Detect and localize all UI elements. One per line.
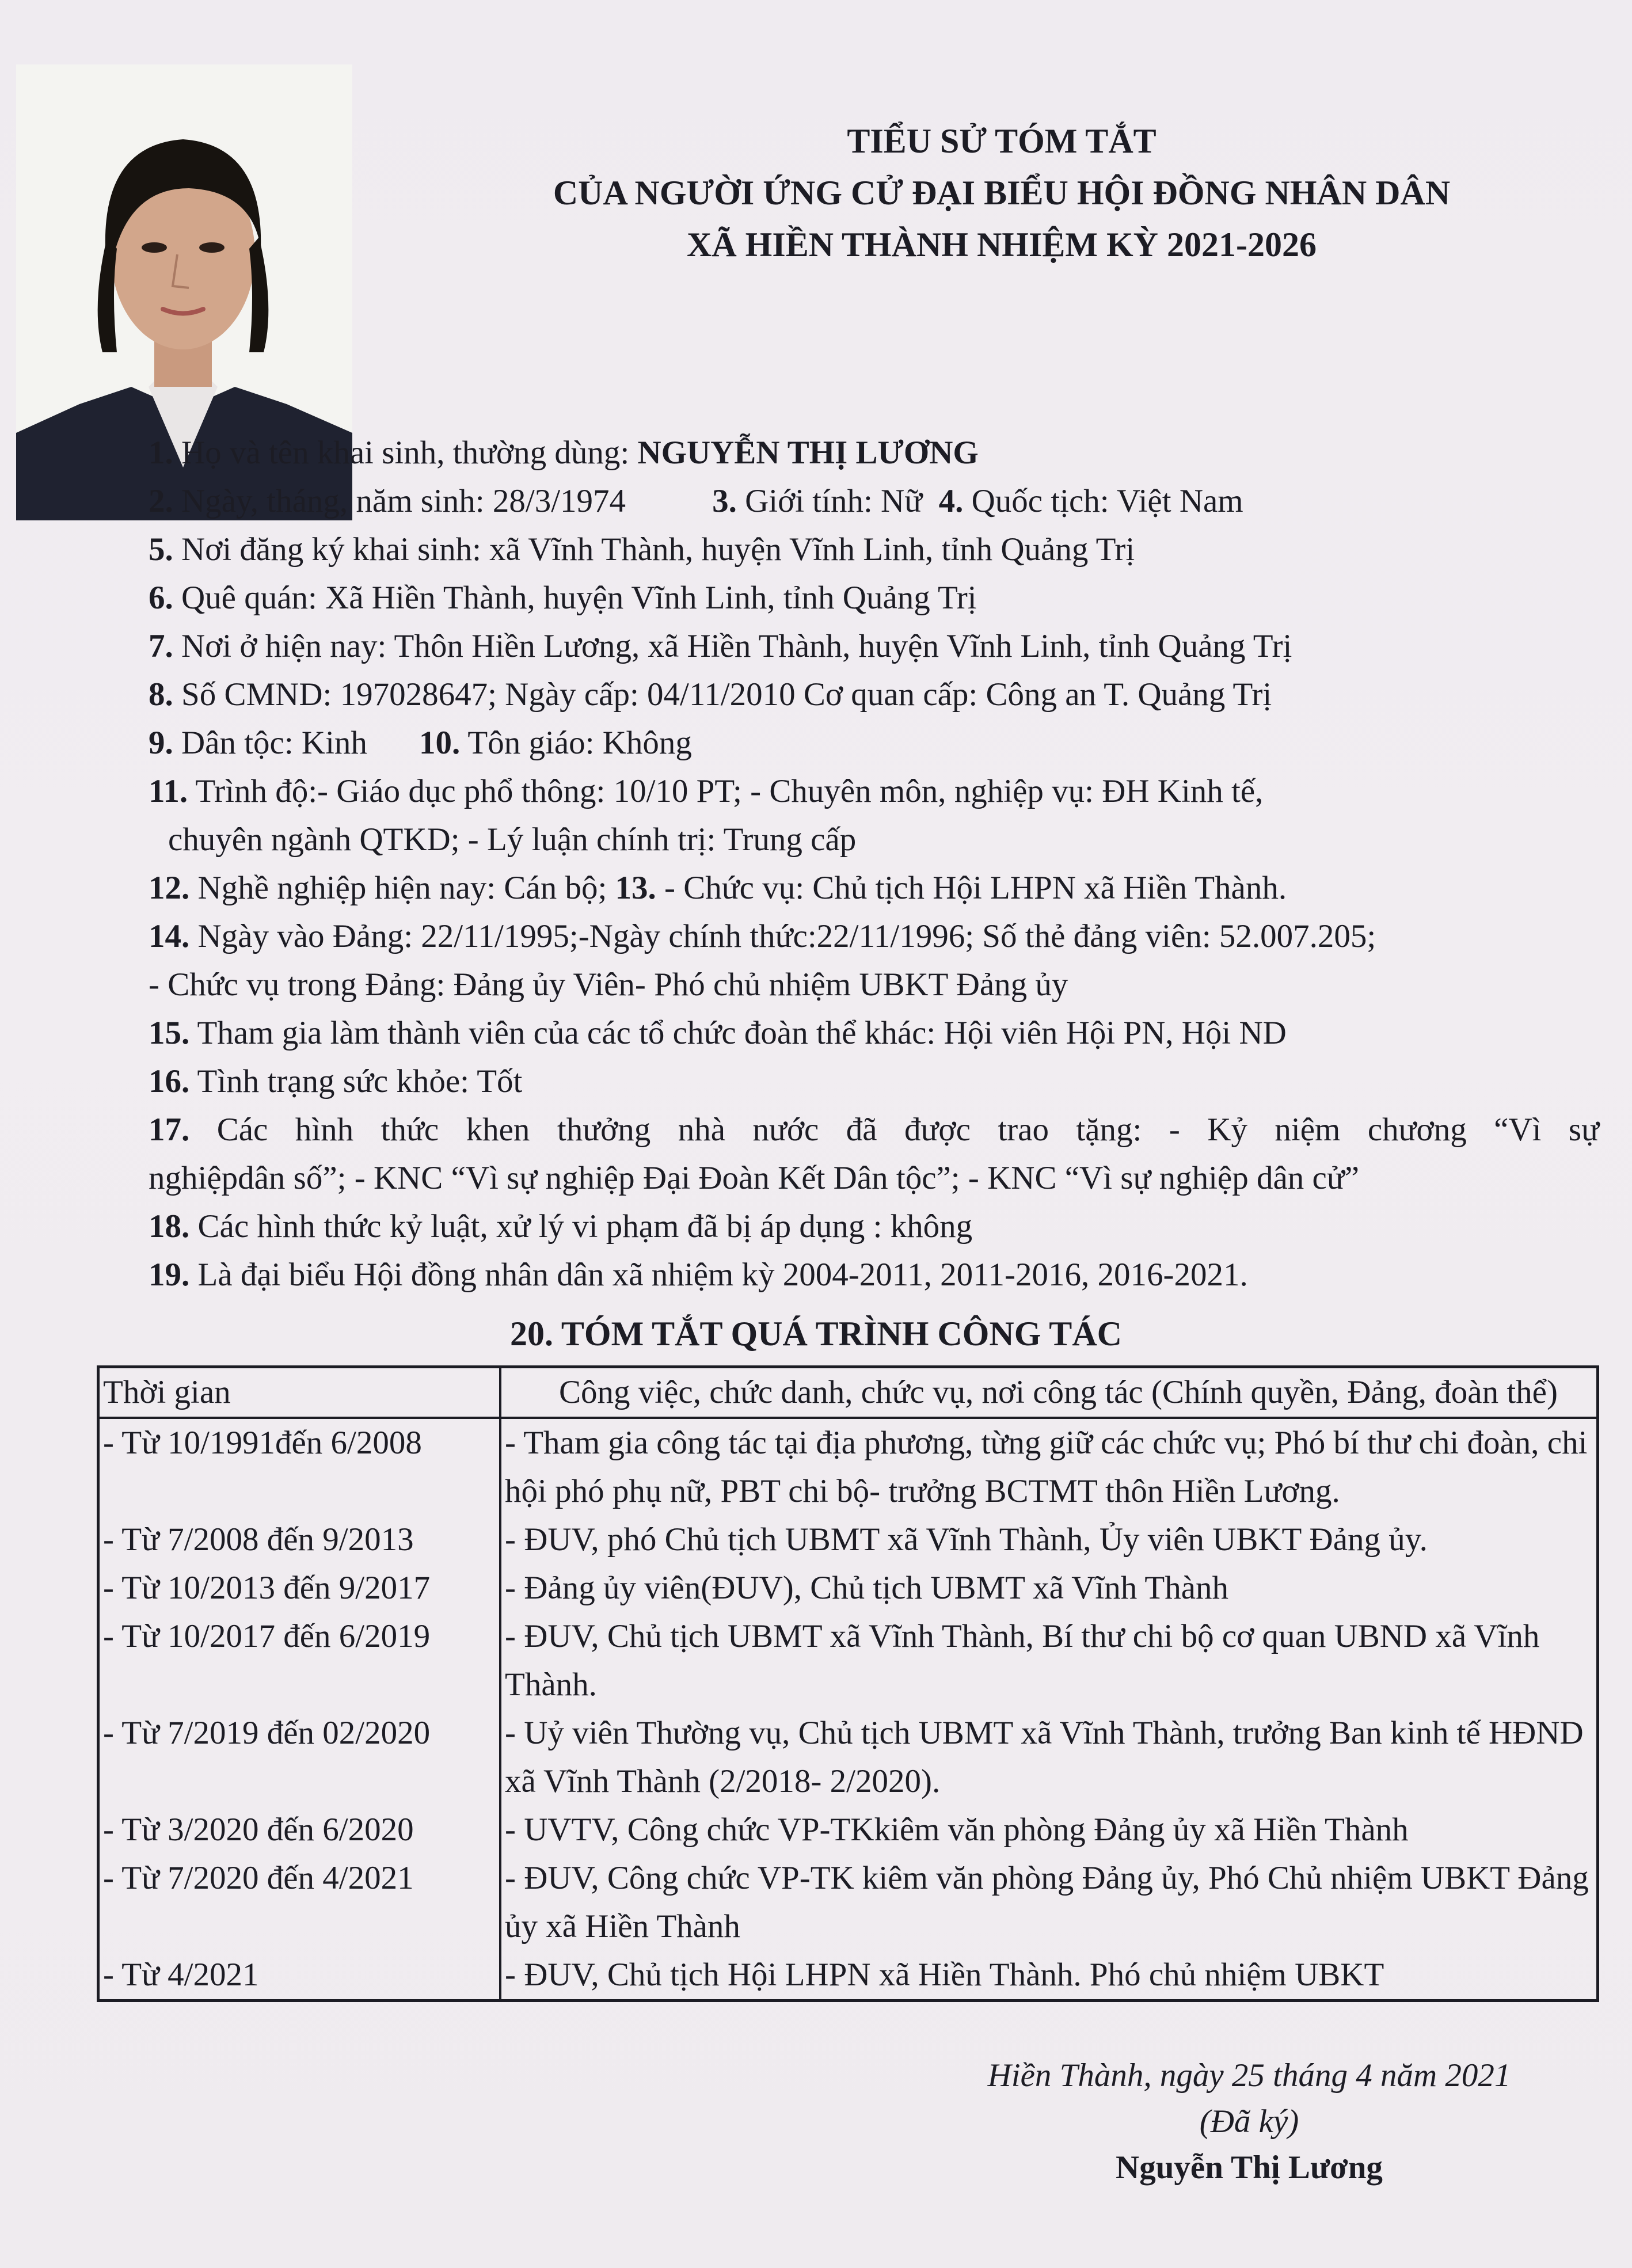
item-14 — [149, 912, 1599, 961]
table-row — [98, 1516, 1598, 1564]
item-11 — [149, 767, 1599, 816]
occupation: Nghề nghiệp hiện nay: Cán bộ; — [197, 870, 607, 906]
item-8 — [149, 671, 1599, 719]
position: - Chức vụ: Chủ tịch Hội LHPN xã Hiền Thành. — [664, 870, 1287, 906]
item-11-continued: chuyên ngành QTKD; - Lý luận chính trị: Trung cấp — [168, 821, 857, 858]
health-status: Tình trạng sức khỏe: Tốt — [197, 1063, 523, 1099]
row-time: - Từ 7/2020 đến 4/2021 — [98, 1854, 501, 1951]
party-admission: Ngày vào Đảng: 22/11/1995;-Ngày chính thức:22/11/1996; Số thẻ đảng viên: 52.007.205; — [197, 918, 1376, 954]
item-number: 14. — [149, 918, 190, 954]
item-17 — [149, 1106, 1599, 1154]
item-label: Họ và tên khai sinh, thường dùng: — [181, 435, 638, 471]
disciplinary-actions: Các hình thức kỷ luật, xử lý vi phạm đã bị áp dụng : không — [197, 1208, 973, 1245]
birth-registration: Nơi đăng ký khai sinh: xã Vĩnh Thành, huyện Vĩnh Linh, tỉnh Quảng Trị — [181, 531, 1135, 568]
awards: Các hình thức khen thưởng nhà nước đã được trao tặng: - Kỷ niệm chương “Vì sự — [216, 1112, 1599, 1148]
row-job: - ĐUV, phó Chủ tịch UBMT xã Vĩnh Thành, Ủy viên UBKT Đảng ủy. — [505, 1521, 1428, 1558]
signature-name: Nguyễn Thị Lương — [1116, 2149, 1383, 2186]
item-5 — [149, 526, 1599, 574]
item-19 — [149, 1251, 1599, 1299]
item-17-continued: nghiệpdân số”; - KNC “Vì sự nghiệp Đại Đoàn Kết Dân tộc”; - KNC “Vì sự nghiệp dân cử” — [149, 1160, 1360, 1196]
item-number: 8. — [149, 676, 173, 713]
item-number: 6. — [149, 580, 173, 616]
item-number: 4. — [938, 483, 964, 519]
table-header-row — [98, 1367, 1598, 1418]
table-row — [98, 1612, 1598, 1709]
council-terms: Là đại biểu Hội đồng nhân dân xã nhiệm kỳ 2004-2011, 2011-2016, 2016-2021. — [197, 1257, 1248, 1293]
table-row — [98, 1854, 1598, 1951]
item-9-10 — [149, 719, 1599, 767]
item-number: 13. — [615, 870, 656, 906]
item-number: 1. — [149, 435, 173, 471]
item-2-3-4 — [149, 477, 1599, 526]
row-job: - Tham gia công tác tại địa phương, từng giữ các chức vụ; Phó bí thư chi đoàn, chi hội phó phụ nữ, PBT chi bộ- trưởng BCTMT thôn Hiền Lương. — [505, 1425, 1588, 1509]
organizations: Tham gia làm thành viên của các tổ chức đoàn thể khác: Hội viên Hội PN, Hội ND — [197, 1015, 1287, 1051]
item-12-13 — [149, 864, 1599, 912]
row-time: - Từ 10/2017 đến 6/2019 — [98, 1612, 501, 1709]
table-row — [98, 1951, 1598, 2001]
item-number: 11. — [149, 773, 188, 809]
row-job: - Đảng ủy viên(ĐUV), Chủ tịch UBMT xã Vĩnh Thành — [505, 1570, 1229, 1606]
row-time: - Từ 7/2008 đến 9/2013 — [98, 1516, 501, 1564]
item-15 — [149, 1009, 1599, 1057]
item-number: 18. — [149, 1208, 190, 1245]
current-residence: Nơi ở hiện nay: Thôn Hiền Lương, xã Hiền Thành, huyện Vĩnh Linh, tỉnh Quảng Trị — [181, 628, 1292, 664]
item-number: 2. — [149, 483, 173, 519]
full-name: NGUYỄN THỊ LƯƠNG — [637, 435, 979, 471]
work-history-table — [97, 1365, 1599, 2002]
work-history-title: 20. TÓM TẮT QUÁ TRÌNH CÔNG TÁC — [510, 1315, 1122, 1353]
row-job: - UVTV, Công chức VP-TKkiêm văn phòng Đảng ủy xã Hiền Thành — [505, 1812, 1409, 1848]
item-number: 19. — [149, 1257, 190, 1293]
item-1 — [149, 429, 1599, 477]
item-number: 16. — [149, 1063, 190, 1099]
item-16 — [149, 1057, 1599, 1106]
item-number: 15. — [149, 1015, 190, 1051]
header-time: Thời gian — [98, 1367, 501, 1418]
item-14-continued: - Chức vụ trong Đảng: Đảng ủy Viên- Phó chủ nhiệm UBKT Đảng ủy — [149, 966, 1068, 1003]
item-18 — [149, 1203, 1599, 1251]
item-number: 7. — [149, 628, 173, 664]
nationality: Quốc tịch: Việt Nam — [971, 483, 1243, 519]
table-row — [98, 1709, 1598, 1806]
religion: Tôn giáo: Không — [467, 725, 692, 761]
header-job: Công việc, chức danh, chức vụ, nơi công tác (Chính quyền, Đảng, đoàn thể) — [500, 1367, 1598, 1418]
signature-date: Hiền Thành, ngày 25 tháng 4 năm 2021 — [987, 2057, 1511, 2094]
row-time: - Từ 7/2019 đến 02/2020 — [98, 1709, 501, 1806]
table-row — [98, 1564, 1598, 1612]
education: Trình độ:- Giáo dục phổ thông: 10/10 PT; - Chuyên môn, nghiệp vụ: ĐH Kinh tế, — [195, 773, 1264, 809]
signature-signed-note: (Đã ký) — [1199, 2103, 1299, 2140]
document-title — [438, 115, 1566, 271]
birth-date: Ngày, tháng, năm sinh: 28/3/1974 — [181, 483, 626, 519]
row-time: - Từ 4/2021 — [98, 1951, 501, 2001]
item-number: 17. — [149, 1112, 190, 1148]
item-number: 12. — [149, 870, 190, 906]
title-line-1: TIỂU SỬ TÓM TẮT — [847, 122, 1157, 160]
hometown: Quê quán: Xã Hiền Thành, huyện Vĩnh Linh, tỉnh Quảng Trị — [181, 580, 977, 616]
row-job: - Uỷ viên Thường vụ, Chủ tịch UBMT xã Vĩnh Thành, trưởng Ban kinh tế HĐND xã Vĩnh Thành (2/2018- 2/2020). — [505, 1715, 1584, 1799]
item-number: 10. — [419, 725, 461, 761]
item-number: 3. — [712, 483, 737, 519]
biography-items — [149, 429, 1599, 1299]
table-row — [98, 1806, 1598, 1854]
row-job: - ĐUV, Công chức VP-TK kiêm văn phòng Đảng ủy, Phó Chủ nhiệm UBKT Đảng ủy xã Hiền Thành — [505, 1860, 1589, 1944]
table-row — [98, 1418, 1598, 1516]
item-number: 9. — [149, 725, 173, 761]
row-job: - ĐUV, Chủ tịch UBMT xã Vĩnh Thành, Bí thư chi bộ cơ quan UBND xã Vĩnh Thành. — [505, 1618, 1540, 1703]
item-number: 5. — [149, 531, 173, 568]
ethnicity: Dân tộc: Kinh — [181, 725, 367, 761]
row-job: - ĐUV, Chủ tịch Hội LHPN xã Hiền Thành. Phó chủ nhiệm UBKT — [505, 1957, 1384, 1993]
id-card: Số CMND: 197028647; Ngày cấp: 04/11/2010 Cơ quan cấp: Công an T. Quảng Trị — [181, 676, 1272, 713]
item-7 — [149, 622, 1599, 671]
title-line-3: XÃ HIỀN THÀNH NHIỆM KỲ 2021-2026 — [687, 226, 1317, 264]
gender: Giới tính: Nữ — [745, 483, 923, 519]
item-6 — [149, 574, 1599, 622]
row-time: - Từ 10/2013 đến 9/2017 — [98, 1564, 501, 1612]
row-time: - Từ 10/1991đến 6/2008 — [98, 1418, 501, 1516]
title-line-2: CỦA NGƯỜI ỨNG CỬ ĐẠI BIỂU HỘI ĐỒNG NHÂN DÂN — [553, 174, 1451, 212]
row-time: - Từ 3/2020 đến 6/2020 — [98, 1806, 501, 1854]
